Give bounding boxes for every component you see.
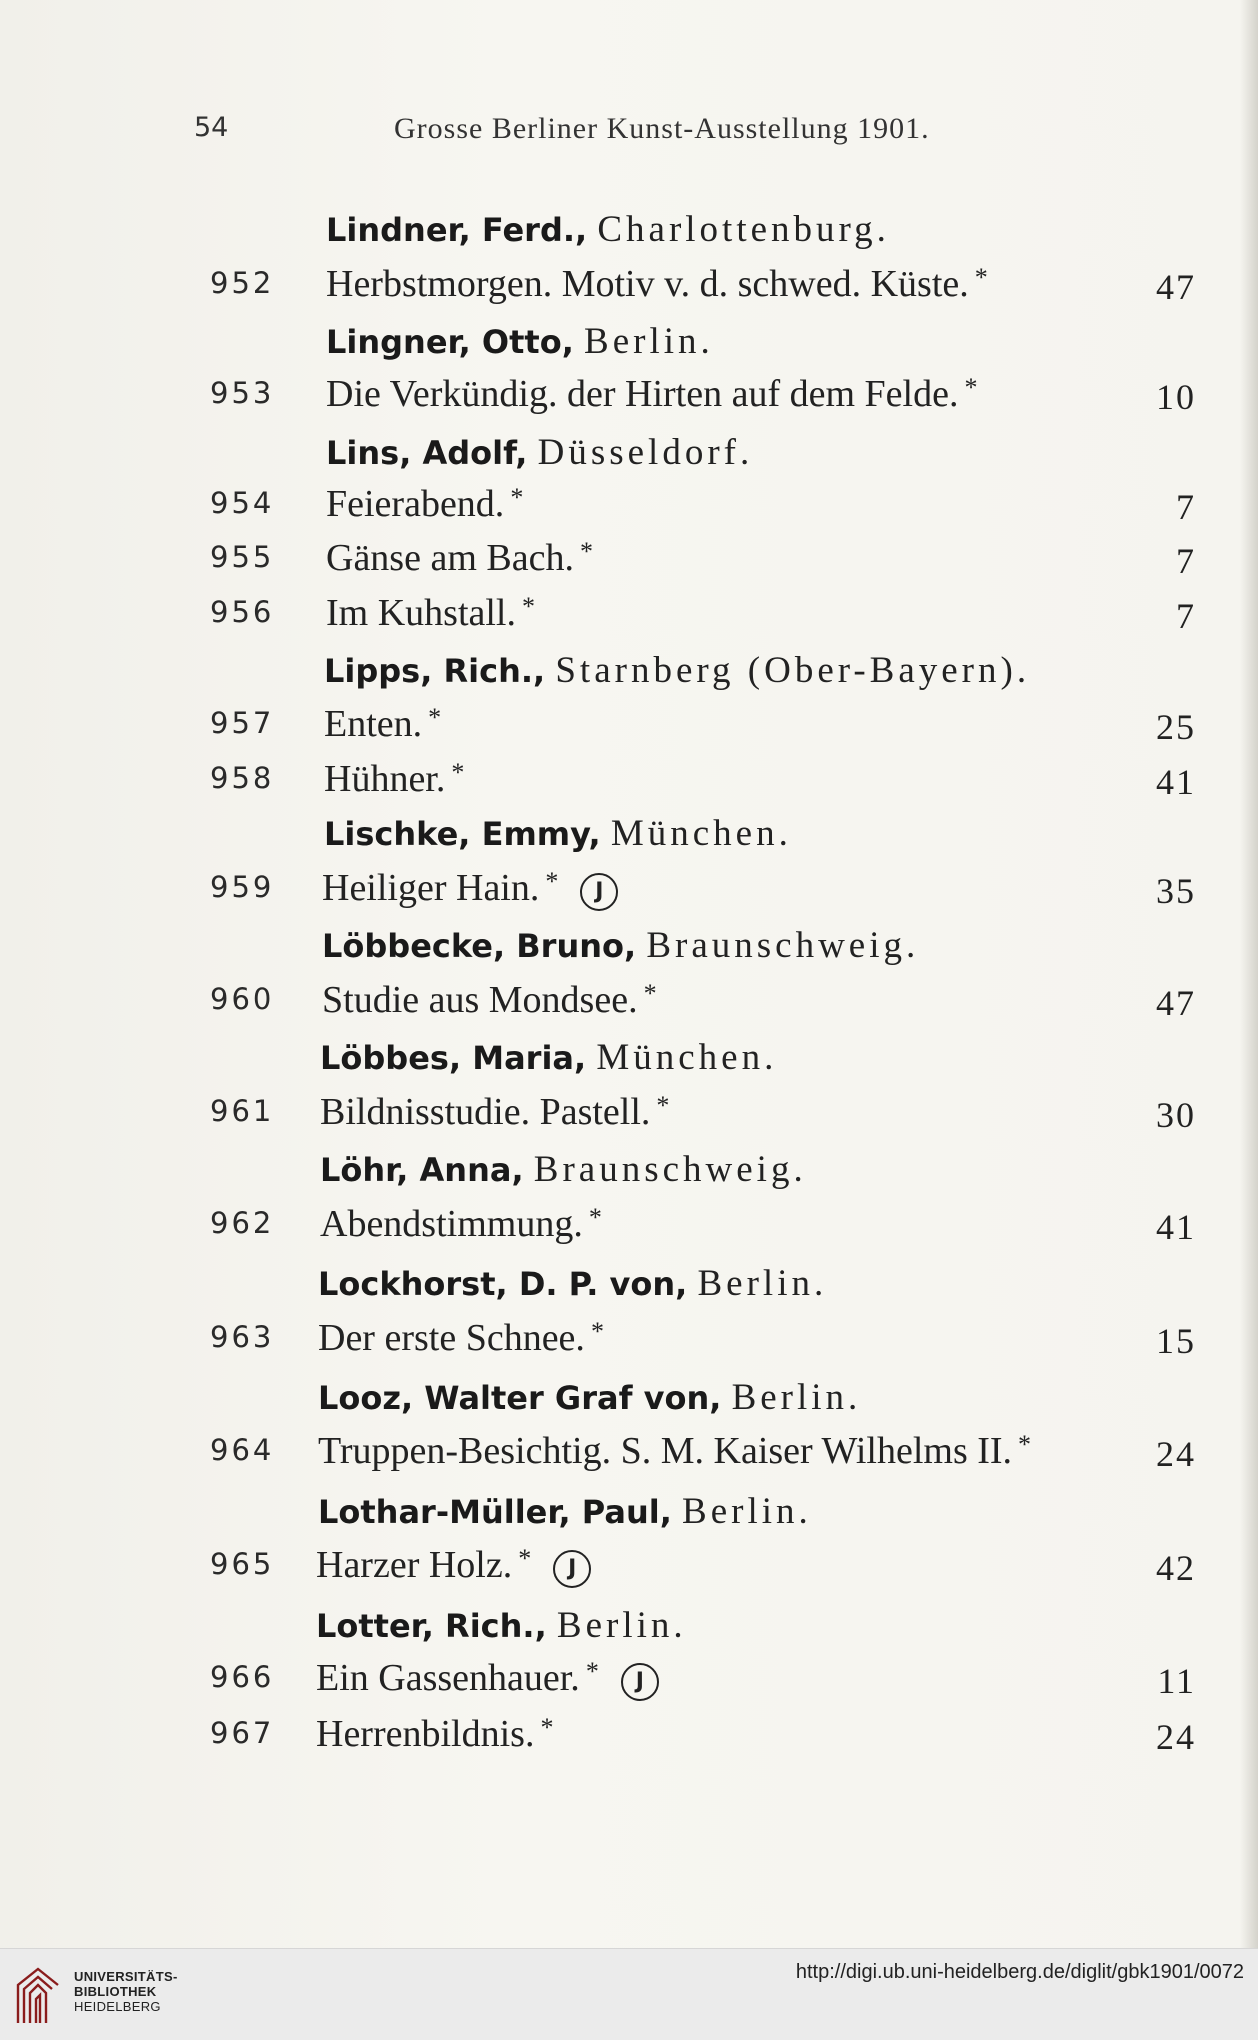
asterisk-mark: * [964,373,978,402]
entry-title: Abendstimmung. * [320,1203,602,1245]
entry-number: 953 [210,376,275,410]
artist-city: Berlin. [556,1605,687,1646]
asterisk-mark: * [510,483,524,512]
entry-price: 11 [1157,1661,1196,1701]
artist-name: Löbbes, Maria, [320,1039,587,1077]
entry-number: 957 [210,706,275,740]
entry-price: 41 [1156,762,1196,802]
entry-price: 30 [1156,1095,1196,1135]
entry-number: 954 [210,486,275,520]
asterisk-mark: * [579,537,593,566]
entry-number: 962 [210,1206,275,1240]
artist-city: Berlin. [697,1263,828,1304]
entry-number: 963 [210,1320,275,1354]
artist-heading [324,649,1030,699]
catalogue-entry [0,372,1258,422]
artist-name: Lipps, Rich., [324,652,546,690]
artist-city: Berlin. [584,321,714,362]
entry-number: 958 [210,761,275,795]
asterisk-mark: * [1018,1430,1032,1459]
asterisk-mark: * [588,1203,602,1232]
artist-city: Berlin. [682,1491,812,1532]
asterisk-mark: * [590,1317,604,1346]
entry-number: 964 [210,1433,275,1467]
asterisk-mark: * [451,758,465,787]
entry-number: 960 [210,982,275,1016]
entry-price: 42 [1156,1548,1196,1588]
entry-title: Der erste Schnee. * [318,1317,604,1359]
artist-name: Lotter, Rich., [316,1607,547,1645]
entry-title: Feierabend. * [326,483,524,525]
artist-city: Braunschweig. [533,1149,807,1190]
entry-price: 47 [1156,983,1196,1023]
artist-heading [326,320,714,370]
entry-price: 7 [1176,596,1196,636]
entry-number: 955 [210,540,275,574]
entry-price: 7 [1176,487,1196,527]
ub-heidelberg-logo-icon [12,1963,66,2027]
entry-price: 15 [1156,1321,1196,1361]
catalogue-entry [0,591,1258,641]
asterisk-mark: * [428,703,442,732]
entry-title: Ein Gassenhauer. * J [316,1656,659,1701]
entry-number: 967 [210,1716,275,1750]
entry-title: Truppen-Besichtig. S. M. Kaiser Wilhelms II. * [318,1430,1032,1472]
entry-title: Enten. * [324,703,442,745]
artist-city: Charlottenburg. [597,209,890,250]
entry-number: 966 [210,1660,275,1694]
catalogue-entry [0,866,1258,916]
entry-title: Heiliger Hain. * J [322,866,618,911]
entry-price: 41 [1156,1207,1196,1247]
j-circle-icon: J [621,1663,659,1701]
catalogue-entry [0,1316,1258,1366]
asterisk-mark: * [518,1544,532,1573]
asterisk-mark: * [585,1657,599,1686]
artist-name: Löhr, Anna, [320,1151,524,1189]
artist-heading [326,431,753,481]
entry-number: 965 [210,1547,275,1581]
artist-name: Lischke, Emmy, [324,815,601,853]
entry-price: 25 [1156,707,1196,747]
catalogue-entry [0,1429,1258,1479]
artist-heading [324,812,792,862]
entry-title: Im Kuhstall. * [326,592,535,634]
entry-number: 959 [210,870,275,904]
artist-name: Lockhorst, D. P. von, [318,1265,688,1303]
asterisk-mark: * [540,1713,554,1742]
artist-city: München. [596,1037,778,1078]
artist-heading [322,924,919,974]
asterisk-mark: * [974,263,988,292]
entry-title: Studie aus Mondsee. * [322,979,657,1021]
j-circle-icon: J [580,873,618,911]
catalogue-entry [0,1090,1258,1140]
artist-heading [318,1376,861,1426]
entry-title: Harzer Holz. * J [316,1543,591,1588]
catalogue-entry [0,1202,1258,1252]
artist-name: Lingner, Otto, [326,323,574,361]
entry-number: 956 [210,595,275,629]
catalogue-entry [0,482,1258,532]
library-name: UNIVERSITÄTS- BIBLIOTHEK HEIDELBERG [74,1969,178,2014]
artist-city: Starnberg (Ober-Bayern). [555,650,1031,691]
permalink-url[interactable]: http://digi.ub.uni-heidelberg.de/diglit/gbk1901/0072 [795,1961,1244,1983]
running-header [194,112,1008,152]
entry-price: 47 [1156,267,1196,307]
entry-title: Die Verkündig. der Hirten auf dem Felde. * [326,373,978,415]
page-number: 54 [194,112,229,143]
entry-title: Herrenbildnis. * [316,1713,554,1755]
catalogue-entry [0,1656,1258,1706]
digitization-footer [0,1948,1258,2040]
running-title: Grosse Berliner Kunst-Ausstellung 1901. [394,112,930,145]
j-circle-icon: J [553,1550,591,1588]
catalogue-entry [0,536,1258,586]
entry-title: Bildnisstudie. Pastell. * [320,1091,670,1133]
asterisk-mark: * [643,979,657,1008]
artist-heading [318,1262,827,1312]
artist-name: Lins, Adolf, [326,434,528,472]
catalogue-entry [0,702,1258,752]
artist-name: Löbbecke, Bruno, [322,927,637,965]
artist-city: Berlin. [731,1377,862,1418]
entry-price: 7 [1176,541,1196,581]
entry-price: 35 [1156,871,1196,911]
entry-title: Herbstmorgen. Motiv v. d. schwed. Küste. * [326,263,988,305]
asterisk-mark: * [521,592,535,621]
artist-city: Düsseldorf. [537,432,754,473]
artist-heading [316,1604,687,1654]
catalogue-entry [0,262,1258,312]
artist-city: München. [610,813,792,854]
asterisk-mark: * [545,867,559,896]
entry-price: 24 [1156,1434,1196,1474]
catalogue-entry [0,1712,1258,1762]
artist-heading [318,1490,812,1540]
artist-name: Lothar-Müller, Paul, [318,1493,672,1531]
artist-heading [320,1036,777,1086]
entry-number: 961 [210,1094,275,1128]
asterisk-mark: * [656,1091,670,1120]
artist-name: Lindner, Ferd., [326,211,588,249]
entry-price: 10 [1156,377,1196,417]
artist-name: Looz, Walter Graf von, [318,1379,722,1417]
artist-city: Braunschweig. [646,925,920,966]
catalogue-entry [0,1543,1258,1593]
artist-heading [320,1148,807,1198]
entry-price: 24 [1156,1717,1196,1757]
artist-heading [326,208,890,258]
entry-title: Gänse am Bach. * [326,537,593,579]
catalogue-entry [0,757,1258,807]
entry-title: Hühner. * [324,758,465,800]
entry-number: 952 [210,266,275,300]
catalogue-entry [0,978,1258,1028]
